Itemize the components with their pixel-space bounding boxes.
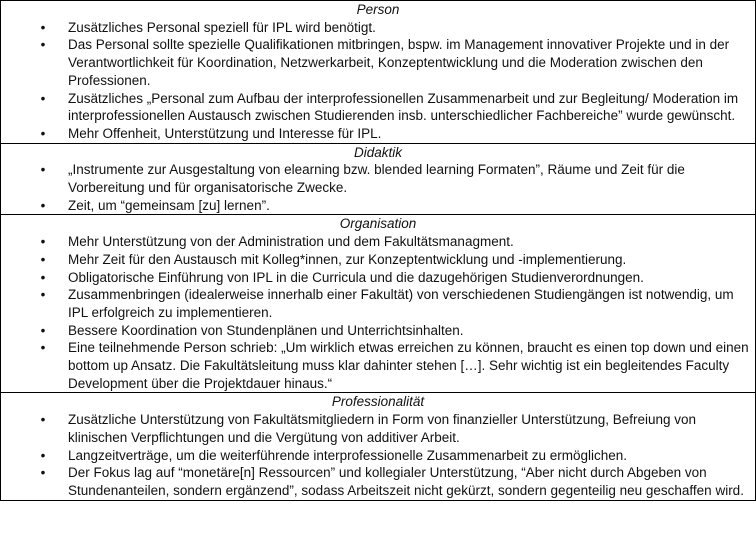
bullet-icon: •: [40, 287, 46, 303]
section-heading: Professionalität: [331, 394, 425, 410]
bullet-icon: •: [40, 197, 46, 213]
list-item: [1, 322, 755, 340]
section-heading: Didaktik: [353, 144, 402, 160]
list-item: [1, 161, 755, 196]
list-item-text: „Instrumente zur Ausgestaltung von elearning bzw. blended learning Formaten”, Räume und Zeit für die Vorbereitung und für organisatorische Zwecke.: [68, 162, 685, 196]
list-item-text: Das Personal sollte spezielle Qualifikationen mitbringen, bspw. im Management innovativer Projekte und in der Verantwortlichkeit für Koordination, Netzwerkarbeit, Konzeptentwicklung und die Moderation zwischen den Professionen.: [68, 37, 730, 88]
bullet-icon: •: [40, 322, 46, 338]
bullet-list: [1, 19, 755, 143]
section-didaktik: [1, 143, 755, 215]
list-item: [1, 251, 755, 269]
bullet-icon: •: [40, 465, 46, 481]
list-item: [1, 197, 755, 215]
bullet-icon: •: [40, 90, 46, 106]
bullet-list: [1, 411, 755, 500]
bullet-icon: •: [40, 447, 46, 463]
list-item-text: Obligatorische Einführung von IPL in die Curricula und die dazugehörigen Studienverordnungen.: [68, 269, 644, 285]
list-item-text: Zusammenbringen (idealerweise innerhalb einer Fakultät) von verschiedenen Studiengängen ist notwendig, um IPL erfolgreich zu implementieren.: [68, 287, 734, 320]
bullet-icon: •: [40, 162, 46, 178]
list-item-text: Zusätzliches Personal speziell für IPL wird benötigt.: [68, 19, 376, 35]
list-item: [1, 233, 755, 251]
section-organisation: [1, 214, 755, 392]
list-item: [1, 269, 755, 287]
list-item-text: Mehr Zeit für den Austausch mit Kolleg*innen, zur Konzeptentwicklung und -implementierung.: [68, 251, 627, 267]
section-professionalität: [1, 392, 755, 499]
list-item-text: Zusätzliche Unterstützung von Fakultätsmitgliedern in Form von finanzieller Unterstützung, Befreiung von klinischen Verpflichtungen und die Vergütung von additiver Arbeit.: [68, 412, 697, 445]
list-item: [1, 286, 755, 321]
bullet-icon: •: [40, 125, 46, 141]
list-item-text: Bessere Koordination von Stundenplänen und Unterrichtsinhalten.: [68, 322, 464, 338]
list-item: [1, 447, 755, 465]
bullet-icon: •: [40, 37, 46, 53]
list-item-text: Langzeitverträge, um die weiterführende interprofessionelle Zusammenarbeit zu ermöglichen.: [68, 447, 628, 463]
list-item: [1, 411, 755, 446]
section-person: [1, 1, 755, 143]
bullet-icon: •: [40, 269, 46, 285]
list-item-text: Der Fokus lag auf “monetäre[n] Ressourcen” und kollegialer Unterstützung, “Aber nicht durch Abgeben von Stundenanteilen, sondern ergänzend”, sodass Arbeitszeit nicht gekürzt, sondern gegenteilig neu geschaffen wird.: [68, 465, 744, 498]
list-item: [1, 19, 755, 37]
bullet-icon: •: [40, 412, 46, 428]
list-item: [1, 339, 755, 392]
list-item: [1, 464, 755, 499]
list-item-text: Zusätzliches „Personal zum Aufbau der interprofessionellen Zusammenarbeit und zur Begleitung/ Moderation im interprofessionellen Austausch zwischen Studierenden insb. unterschiedlicher Fachbereiche” wurde gewünscht.: [68, 90, 739, 124]
section-heading: Organisation: [339, 216, 417, 232]
bullet-list: [1, 233, 755, 392]
list-item-text: Mehr Offenheit, Unterstützung und Interesse für IPL.: [68, 125, 382, 141]
list-item-text: Eine teilnehmende Person schrieb: „Um wirklich etwas erreichen zu können, braucht es einen top down und einen bottom up Ansatz. Die Fakultätsleitung muss klar dahinter stehen […]. Sehr wichtig ist ein begleitendes Faculty Development über die Projektdauer hinaus.“: [68, 340, 749, 391]
list-item-text: Zeit, um “gemeinsam [zu] lernen”.: [68, 197, 270, 213]
list-item: [1, 90, 755, 125]
list-item: [1, 36, 755, 89]
bullet-icon: •: [40, 251, 46, 267]
bullet-icon: •: [40, 19, 46, 35]
list-item: [1, 125, 755, 143]
list-item-text: Mehr Unterstützung von der Administration und dem Fakultätsmanagment.: [68, 234, 514, 250]
bullet-icon: •: [40, 234, 46, 250]
bullet-list: [1, 161, 755, 214]
section-heading: Person: [356, 2, 400, 17]
bullet-icon: •: [40, 340, 46, 356]
